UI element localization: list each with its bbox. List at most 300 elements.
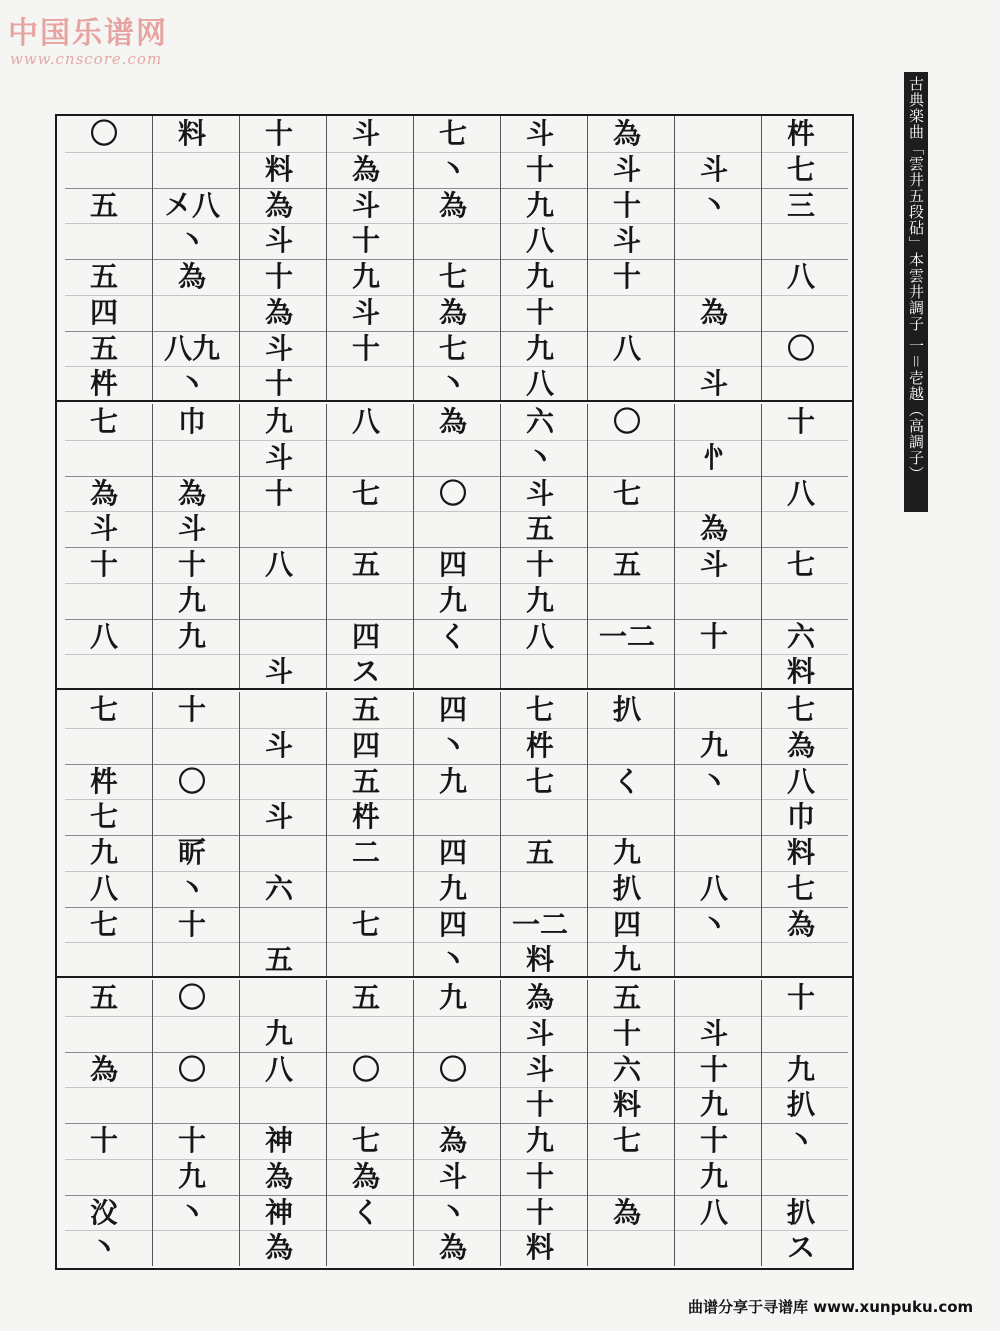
notation-cell: 九 bbox=[612, 836, 641, 869]
notation-cell: 九 bbox=[438, 764, 467, 798]
notation-cell: 十 bbox=[177, 1124, 206, 1157]
notation-cell: 丶 bbox=[438, 367, 467, 401]
notation-cell bbox=[248, 619, 310, 655]
notation-cell: 四 bbox=[438, 836, 467, 869]
notation-cell bbox=[596, 1230, 658, 1266]
notation-cell: 九 bbox=[177, 619, 206, 653]
notation-cell bbox=[683, 835, 745, 871]
notation-cell bbox=[248, 907, 310, 943]
notation-cell: 斗 bbox=[351, 188, 380, 222]
notation-cell: 神 bbox=[264, 1195, 293, 1229]
notation-cell: 為 bbox=[177, 476, 206, 510]
notation-cell: 十 bbox=[699, 1124, 728, 1157]
notation-cell: 〇 bbox=[177, 981, 206, 1014]
notation-cell: 巾 bbox=[786, 800, 815, 834]
notation-cell: 七 bbox=[89, 405, 118, 438]
notation-cell: 七 bbox=[786, 152, 815, 186]
notation-cell: 五 bbox=[351, 693, 380, 726]
notation-cell: 扒 bbox=[786, 1195, 815, 1229]
notation-cell: 二 bbox=[351, 836, 380, 869]
notation-cell: 㐅八 bbox=[163, 188, 220, 222]
notation-cell: 九 bbox=[177, 1159, 206, 1193]
notation-cell: 扒 bbox=[612, 871, 641, 905]
notation-cell bbox=[683, 404, 745, 440]
notation-cell: 十 bbox=[177, 548, 206, 581]
notation-cell bbox=[770, 942, 832, 978]
notation-cell: 為 bbox=[264, 295, 293, 329]
notation-cell: 斗 bbox=[699, 548, 728, 581]
notation-cell: 十 bbox=[699, 619, 728, 653]
notation-cell: 神 bbox=[264, 1124, 293, 1157]
notation-cell: 十 bbox=[351, 331, 380, 365]
notation-cell bbox=[422, 1087, 484, 1123]
notation-cell: ス bbox=[351, 655, 380, 689]
score-column bbox=[152, 980, 239, 1266]
notation-cell: 料 bbox=[525, 943, 554, 977]
score-column bbox=[239, 980, 326, 1266]
notation-cell bbox=[596, 799, 658, 835]
notation-cell bbox=[770, 223, 832, 259]
notation-cell: 㭌 bbox=[89, 367, 118, 401]
notation-cell: 一二 bbox=[511, 907, 568, 941]
notation-cell bbox=[161, 1016, 223, 1052]
notation-cell: く bbox=[351, 1195, 380, 1229]
notation-cell: 八 bbox=[699, 871, 728, 905]
notation-cell: 斗 bbox=[351, 117, 380, 150]
notation-cell: 為 bbox=[699, 512, 728, 546]
notation-cell: 料 bbox=[264, 152, 293, 186]
notation-cell: 㭌 bbox=[351, 800, 380, 834]
notation-cell bbox=[770, 440, 832, 476]
score-column bbox=[500, 404, 587, 688]
notation-cell bbox=[161, 728, 223, 764]
notation-cell bbox=[509, 871, 571, 907]
notation-cell: 丶 bbox=[786, 1124, 815, 1157]
notation-cell bbox=[683, 1230, 745, 1266]
notation-cell: 九 bbox=[264, 1016, 293, 1050]
notation-cell: 斗 bbox=[699, 152, 728, 186]
notation-cell: 五 bbox=[89, 188, 118, 222]
notation-cell: 九 bbox=[525, 583, 554, 617]
notation-cell: 扒 bbox=[786, 1088, 815, 1122]
score-column bbox=[500, 980, 587, 1266]
notation-cell: 〇 bbox=[351, 1052, 380, 1086]
notation-cell: 十 bbox=[264, 367, 293, 401]
notation-cell bbox=[335, 440, 397, 476]
notation-cell: 十 bbox=[264, 117, 293, 150]
notation-cell: 七 bbox=[438, 331, 467, 365]
score-column bbox=[326, 692, 413, 976]
score-column bbox=[326, 404, 413, 688]
notation-cell bbox=[161, 152, 223, 188]
notation-cell bbox=[161, 440, 223, 476]
notation-cell bbox=[509, 654, 571, 690]
score-column bbox=[65, 116, 152, 400]
notation-cell: 斗 bbox=[438, 1159, 467, 1193]
notation-cell: 九 bbox=[264, 405, 293, 438]
notation-cell: 九 bbox=[699, 728, 728, 762]
notation-cell: 九 bbox=[699, 1088, 728, 1122]
score-column bbox=[587, 116, 674, 400]
notation-cell bbox=[161, 799, 223, 835]
notation-cell: 〇 bbox=[89, 117, 118, 150]
notation-cell: 為 bbox=[438, 1231, 467, 1265]
score-column bbox=[239, 116, 326, 400]
notation-cell: 八九 bbox=[163, 331, 220, 365]
notation-cell: 九 bbox=[525, 188, 554, 222]
score-column bbox=[761, 980, 848, 1266]
notation-cell bbox=[596, 295, 658, 331]
notation-cell: 十 bbox=[612, 188, 641, 222]
notation-cell: 六 bbox=[786, 619, 815, 653]
notation-cell: 為 bbox=[612, 1195, 641, 1229]
notation-cell: 斗 bbox=[525, 476, 554, 510]
notation-cell bbox=[161, 654, 223, 690]
notation-cell: 為 bbox=[264, 188, 293, 222]
notation-cell: 七 bbox=[525, 693, 554, 726]
notation-cell: 七 bbox=[351, 907, 380, 941]
notation-cell: 為 bbox=[786, 907, 815, 941]
notation-cell: 斗 bbox=[612, 152, 641, 186]
score-column bbox=[413, 404, 500, 688]
score-column bbox=[674, 692, 761, 976]
notation-cell: 斗 bbox=[264, 728, 293, 762]
notation-cell: 十 bbox=[89, 548, 118, 581]
notation-cell: 斗 bbox=[612, 224, 641, 258]
notation-cell: 料 bbox=[612, 1088, 641, 1122]
notation-cell: 㭌 bbox=[786, 117, 815, 150]
notation-cell bbox=[335, 583, 397, 619]
notation-cell: 斗 bbox=[177, 512, 206, 546]
notation-cell: 〇 bbox=[612, 405, 641, 438]
notation-cell: 五 bbox=[525, 512, 554, 546]
notation-cell: 九 bbox=[351, 260, 380, 293]
notation-cell: 丶 bbox=[699, 764, 728, 798]
notation-cell: 〇 bbox=[177, 1052, 206, 1086]
notation-cell: 料 bbox=[525, 1231, 554, 1265]
score-system bbox=[57, 980, 852, 1266]
notation-cell bbox=[422, 440, 484, 476]
notation-cell bbox=[770, 583, 832, 619]
notation-cell: 㪽 bbox=[177, 836, 206, 869]
score-column bbox=[152, 692, 239, 976]
notation-cell bbox=[683, 583, 745, 619]
notation-cell: 斗 bbox=[264, 224, 293, 258]
notation-cell bbox=[596, 728, 658, 764]
notation-cell bbox=[770, 1159, 832, 1195]
notation-cell: 十 bbox=[177, 693, 206, 726]
notation-cell: 為 bbox=[89, 1052, 118, 1086]
notation-cell: 八 bbox=[525, 619, 554, 653]
notation-cell: 七 bbox=[438, 260, 467, 293]
notation-cell: 九 bbox=[525, 1124, 554, 1157]
notation-cell: 八 bbox=[351, 405, 380, 438]
notation-cell: 五 bbox=[351, 981, 380, 1014]
side-title: 古典楽曲「雲井五段砧」本雲井調子 一＝壱越（高調子） bbox=[904, 72, 928, 512]
notation-cell bbox=[73, 583, 135, 619]
notation-cell bbox=[248, 835, 310, 871]
notation-cell bbox=[73, 942, 135, 978]
notation-cell: 四 bbox=[351, 619, 380, 653]
notation-cell bbox=[335, 1230, 397, 1266]
notation-cell: 八 bbox=[612, 331, 641, 365]
score-sheet bbox=[55, 114, 854, 1270]
notation-cell: 九 bbox=[438, 981, 467, 1014]
notation-cell bbox=[73, 728, 135, 764]
notation-cell: 丶 bbox=[438, 728, 467, 762]
notation-cell: 十 bbox=[525, 152, 554, 186]
notation-cell: 七 bbox=[351, 476, 380, 510]
notation-cell: 九 bbox=[786, 1052, 815, 1086]
score-column bbox=[413, 980, 500, 1266]
notation-cell: 巾 bbox=[177, 405, 206, 438]
notation-cell: 斗 bbox=[264, 800, 293, 834]
score-column bbox=[761, 692, 848, 976]
notation-cell: 㣺 bbox=[699, 440, 728, 474]
notation-cell bbox=[161, 295, 223, 331]
score-column bbox=[239, 404, 326, 688]
notation-cell bbox=[683, 980, 745, 1016]
notation-cell: 四 bbox=[438, 548, 467, 581]
notation-cell: 五 bbox=[612, 981, 641, 1014]
notation-cell: 五 bbox=[264, 943, 293, 977]
notation-cell bbox=[73, 1087, 135, 1123]
notation-cell bbox=[248, 583, 310, 619]
notation-cell bbox=[248, 764, 310, 800]
notation-cell: 丶 bbox=[438, 1195, 467, 1229]
notation-cell: 四 bbox=[438, 693, 467, 726]
notation-cell: 斗 bbox=[525, 117, 554, 150]
watermark-url: www.cnscore.com bbox=[10, 50, 163, 68]
notation-cell bbox=[335, 871, 397, 907]
notation-cell: 十 bbox=[612, 260, 641, 293]
score-column bbox=[674, 980, 761, 1266]
score-column bbox=[587, 404, 674, 688]
notation-cell: 〇 bbox=[177, 764, 206, 798]
notation-cell bbox=[335, 366, 397, 402]
notation-cell: 六 bbox=[612, 1052, 641, 1086]
notation-cell bbox=[683, 654, 745, 690]
notation-cell: 九 bbox=[89, 836, 118, 869]
score-column bbox=[761, 116, 848, 400]
notation-cell: 十 bbox=[89, 1124, 118, 1157]
notation-cell bbox=[161, 1087, 223, 1123]
score-column bbox=[326, 116, 413, 400]
notation-cell: 七 bbox=[525, 764, 554, 798]
notation-cell: 八 bbox=[264, 1052, 293, 1086]
notation-cell: 十 bbox=[699, 1052, 728, 1086]
notation-cell: 㭌 bbox=[525, 728, 554, 762]
notation-cell: ス bbox=[786, 1231, 815, 1265]
notation-cell: 九 bbox=[699, 1159, 728, 1193]
notation-cell: 斗 bbox=[264, 655, 293, 689]
notation-cell bbox=[770, 295, 832, 331]
notation-cell: 料 bbox=[786, 836, 815, 869]
score-column bbox=[674, 404, 761, 688]
notation-cell: 九 bbox=[438, 871, 467, 905]
score-system bbox=[57, 116, 852, 402]
notation-cell bbox=[73, 152, 135, 188]
notation-cell bbox=[248, 1087, 310, 1123]
notation-cell: 斗 bbox=[525, 1052, 554, 1086]
notation-cell: 九 bbox=[525, 331, 554, 365]
notation-cell: 八 bbox=[786, 260, 815, 293]
notation-cell bbox=[248, 511, 310, 547]
notation-cell: 七 bbox=[786, 548, 815, 581]
score-system bbox=[57, 692, 852, 978]
notation-cell: 〇 bbox=[438, 476, 467, 510]
notation-cell bbox=[248, 692, 310, 728]
notation-cell: 四 bbox=[351, 728, 380, 762]
notation-cell bbox=[335, 1016, 397, 1052]
notation-cell: 七 bbox=[89, 907, 118, 941]
notation-cell: 〇 bbox=[786, 331, 815, 365]
notation-cell bbox=[596, 440, 658, 476]
notation-cell bbox=[335, 942, 397, 978]
notation-cell bbox=[73, 440, 135, 476]
score-column bbox=[500, 116, 587, 400]
score-column bbox=[152, 404, 239, 688]
notation-cell bbox=[161, 1230, 223, 1266]
notation-cell: 斗 bbox=[89, 512, 118, 546]
notation-cell: 八 bbox=[699, 1195, 728, 1229]
footer-credit: 曲谱分享于寻谱库 www.xunpuku.com bbox=[688, 1298, 974, 1316]
notation-cell: 為 bbox=[612, 117, 641, 150]
notation-cell: 七 bbox=[438, 117, 467, 150]
score-column bbox=[65, 980, 152, 1266]
notation-cell: 料 bbox=[786, 655, 815, 689]
notation-cell bbox=[596, 366, 658, 402]
score-system bbox=[57, 404, 852, 690]
score-column bbox=[413, 116, 500, 400]
score-column bbox=[674, 116, 761, 400]
notation-cell: 四 bbox=[438, 907, 467, 941]
notation-cell: 九 bbox=[177, 583, 206, 617]
notation-cell: 九 bbox=[525, 260, 554, 293]
notation-cell: 十 bbox=[525, 1088, 554, 1122]
score-column bbox=[587, 980, 674, 1266]
notation-cell: 為 bbox=[438, 188, 467, 222]
notation-cell: 五 bbox=[351, 548, 380, 581]
notation-cell bbox=[683, 331, 745, 367]
notation-cell: 十 bbox=[525, 1195, 554, 1229]
notation-cell: 四 bbox=[612, 907, 641, 941]
notation-cell bbox=[596, 1159, 658, 1195]
notation-cell: 八 bbox=[786, 764, 815, 798]
score-column bbox=[326, 980, 413, 1266]
notation-cell bbox=[422, 799, 484, 835]
notation-cell bbox=[596, 511, 658, 547]
notation-cell bbox=[422, 654, 484, 690]
score-column bbox=[413, 692, 500, 976]
notation-cell: 㭌 bbox=[89, 764, 118, 798]
notation-cell: 斗 bbox=[699, 367, 728, 401]
notation-cell: 十 bbox=[612, 1016, 641, 1050]
notation-cell: 丶 bbox=[438, 152, 467, 186]
notation-cell: 為 bbox=[177, 260, 206, 293]
notation-cell: 七 bbox=[786, 871, 815, 905]
notation-cell: 十 bbox=[525, 548, 554, 581]
notation-cell: 丶 bbox=[89, 1231, 118, 1265]
notation-cell bbox=[509, 799, 571, 835]
notation-cell bbox=[770, 511, 832, 547]
notation-cell bbox=[422, 223, 484, 259]
notation-cell: 扒 bbox=[612, 693, 641, 726]
notation-cell: 為 bbox=[438, 1124, 467, 1157]
notation-cell bbox=[248, 980, 310, 1016]
notation-cell: 五 bbox=[89, 331, 118, 365]
notation-cell bbox=[73, 1159, 135, 1195]
notation-cell: 一二 bbox=[598, 619, 655, 653]
notation-cell: 五 bbox=[351, 764, 380, 798]
notation-cell bbox=[596, 583, 658, 619]
score-column bbox=[239, 692, 326, 976]
notation-cell: 丶 bbox=[177, 871, 206, 905]
notation-cell: 斗 bbox=[264, 440, 293, 474]
notation-cell: 八 bbox=[89, 871, 118, 905]
notation-cell: 十 bbox=[786, 981, 815, 1014]
notation-cell: 八 bbox=[525, 367, 554, 401]
notation-cell bbox=[683, 259, 745, 295]
notation-cell bbox=[683, 223, 745, 259]
notation-cell: 丶 bbox=[177, 367, 206, 401]
notation-cell: 〇 bbox=[438, 1052, 467, 1086]
notation-cell: 斗 bbox=[699, 1016, 728, 1050]
notation-cell: 十 bbox=[525, 1159, 554, 1193]
notation-cell: 七 bbox=[612, 476, 641, 510]
watermark-title: 中国乐谱网 bbox=[8, 16, 168, 51]
notation-cell bbox=[683, 799, 745, 835]
notation-cell: 為 bbox=[351, 152, 380, 186]
notation-cell bbox=[422, 511, 484, 547]
notation-cell: 十 bbox=[177, 907, 206, 941]
notation-cell bbox=[683, 116, 745, 152]
notation-cell bbox=[683, 476, 745, 512]
notation-cell: 為 bbox=[786, 728, 815, 762]
notation-cell: 七 bbox=[351, 1124, 380, 1157]
notation-cell: 十 bbox=[264, 476, 293, 510]
notation-cell bbox=[770, 1016, 832, 1052]
notation-cell: 為 bbox=[89, 476, 118, 510]
notation-cell bbox=[335, 511, 397, 547]
notation-cell: 八 bbox=[786, 476, 815, 510]
notation-cell: 十 bbox=[351, 224, 380, 258]
notation-cell: く bbox=[438, 619, 467, 653]
notation-cell: 為 bbox=[438, 405, 467, 438]
notation-cell bbox=[335, 1087, 397, 1123]
notation-cell: 丶 bbox=[699, 188, 728, 222]
score-column bbox=[587, 692, 674, 976]
notation-cell: 七 bbox=[612, 1124, 641, 1157]
notation-cell bbox=[683, 942, 745, 978]
notation-cell: 五 bbox=[612, 548, 641, 581]
notation-cell: く bbox=[612, 764, 641, 798]
notation-cell: 斗 bbox=[525, 1016, 554, 1050]
notation-cell bbox=[596, 654, 658, 690]
notation-cell: 十 bbox=[264, 260, 293, 293]
notation-cell: 五 bbox=[525, 836, 554, 869]
notation-cell: 為 bbox=[264, 1159, 293, 1193]
notation-cell: 丶 bbox=[177, 1195, 206, 1229]
notation-cell: 料 bbox=[177, 117, 206, 150]
notation-cell: 十 bbox=[786, 405, 815, 438]
notation-cell: 三 bbox=[786, 188, 815, 222]
notation-cell: 七 bbox=[89, 693, 118, 726]
notation-cell: 為 bbox=[264, 1231, 293, 1265]
score-column bbox=[65, 692, 152, 976]
notation-cell bbox=[73, 654, 135, 690]
notation-cell bbox=[161, 942, 223, 978]
